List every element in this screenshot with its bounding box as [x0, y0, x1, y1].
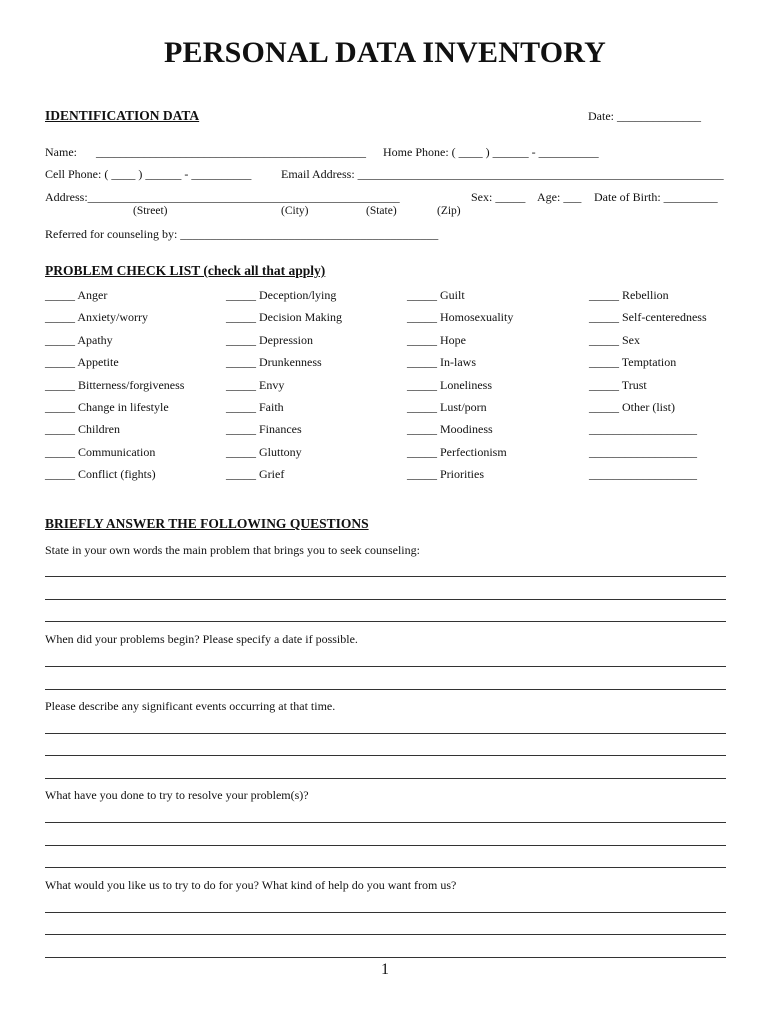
checklist-item[interactable]: _____ Conflict (fights) — [45, 467, 156, 482]
street-label: (Street) — [133, 205, 168, 217]
answer-line[interactable] — [45, 957, 726, 958]
questions-heading: BRIEFLY ANSWER THE FOLLOWING QUESTIONS — [45, 516, 369, 531]
checklist-item[interactable]: _____ Sex — [589, 332, 640, 347]
checklist-item[interactable]: _____ Bitterness/forgiveness — [45, 377, 185, 392]
dob-field[interactable]: Date of Birth: _________ — [594, 190, 718, 204]
checklist-item[interactable]: __________________ — [589, 444, 697, 459]
cell-phone-field[interactable]: Cell Phone: ( ____ ) ______ - __________ — [45, 167, 252, 181]
answer-line[interactable] — [45, 576, 726, 577]
sex-field[interactable]: Sex: _____ — [471, 190, 526, 204]
answer-line[interactable] — [45, 845, 726, 846]
identification-heading: IDENTIFICATION DATA — [45, 108, 200, 123]
checklist-item[interactable]: _____ Grief — [226, 467, 285, 482]
answer-line[interactable] — [45, 733, 726, 734]
checklist-item[interactable]: _____ Hope — [407, 332, 466, 347]
question-4: What have you done to try to resolve your problem(s)? — [45, 788, 309, 802]
name-field[interactable]: _____________________________________________ — [96, 145, 366, 159]
answer-line[interactable] — [45, 867, 726, 868]
checklist-item[interactable]: _____ Lust/porn — [407, 400, 487, 414]
referred-field[interactable]: Referred for counseling by: ___________________________________________ — [45, 227, 439, 241]
checklist-item[interactable]: _____ Perfectionism — [407, 444, 507, 459]
name-label: Name: — [45, 145, 77, 159]
checklist-item[interactable]: _____ In-laws — [407, 355, 476, 370]
checklist-item[interactable]: _____ Communication — [45, 444, 156, 459]
checklist-item[interactable]: _____ Depression — [226, 332, 313, 347]
question-1: State in your own words the main problem that brings you to seek counseling: — [45, 543, 420, 557]
checklist-item[interactable]: _____ Apathy — [45, 332, 113, 347]
age-field[interactable]: Age: ___ — [537, 190, 582, 204]
checklist-item[interactable]: _____ Envy — [226, 377, 285, 392]
question-2: When did your problems begin? Please specify a date if possible. — [45, 632, 358, 646]
checklist-item[interactable]: __________________ — [589, 422, 697, 437]
question-3: Please describe any significant events occurring at that time. — [45, 699, 336, 713]
checklist-item[interactable]: _____ Children — [45, 422, 120, 437]
date-field[interactable]: Date: ______________ — [588, 109, 701, 123]
address-field[interactable]: Address:____________________________________________________ — [45, 190, 400, 204]
checklist-item[interactable]: _____ Decision Making — [226, 310, 342, 325]
zip-label: (Zip) — [437, 205, 461, 217]
checklist-item[interactable]: _____ Trust — [589, 377, 647, 392]
answer-line[interactable] — [45, 689, 726, 690]
checklist-item[interactable]: __________________ — [589, 467, 697, 482]
city-label: (City) — [281, 205, 309, 217]
email-field[interactable]: Email Address: _____________________________________________________________ — [281, 167, 724, 181]
checklist-item[interactable]: _____ Anxiety/worry — [45, 310, 148, 325]
page-title: PERSONAL DATA INVENTORY — [164, 36, 606, 69]
checklist-item[interactable]: _____ Temptation — [589, 355, 677, 370]
checklist-item[interactable]: _____ Deception/lying — [226, 288, 337, 302]
checklist-item[interactable]: _____ Moodiness — [407, 422, 493, 437]
home-phone-field[interactable]: Home Phone: ( ____ ) ______ - __________ — [383, 145, 599, 159]
answer-line[interactable] — [45, 778, 726, 779]
checklist-item[interactable]: _____ Guilt — [407, 288, 465, 302]
checklist-item[interactable]: _____ Other (list) — [589, 400, 675, 414]
checklist-item[interactable]: _____ Change in lifestyle — [45, 400, 169, 414]
checklist-item[interactable]: _____ Priorities — [407, 467, 484, 482]
state-label: (State) — [366, 205, 397, 217]
answer-line[interactable] — [45, 599, 726, 600]
answer-line[interactable] — [45, 755, 726, 756]
page-number: 1 — [381, 961, 389, 978]
checklist-item[interactable]: _____ Finances — [226, 422, 302, 437]
checklist-item[interactable]: _____ Loneliness — [407, 377, 492, 392]
checklist-heading: PROBLEM CHECK LIST (check all that apply) — [45, 263, 326, 278]
checklist-item[interactable]: _____ Drunkenness — [226, 355, 322, 370]
answer-line[interactable] — [45, 934, 726, 935]
answer-line[interactable] — [45, 666, 726, 667]
checklist-item[interactable]: _____ Anger — [45, 288, 108, 302]
checklist-item[interactable]: _____ Rebellion — [589, 288, 669, 302]
checklist-item[interactable]: _____ Homosexuality — [407, 310, 514, 325]
checklist-item[interactable]: _____ Self-centeredness — [589, 310, 707, 325]
checklist-item[interactable]: _____ Faith — [226, 400, 284, 414]
checklist-item[interactable]: _____ Gluttony — [226, 444, 302, 459]
answer-line[interactable] — [45, 912, 726, 913]
answer-line[interactable] — [45, 621, 726, 622]
question-5: What would you like us to try to do for you? What kind of help do you want from us? — [45, 878, 457, 892]
answer-line[interactable] — [45, 822, 726, 823]
checklist-item[interactable]: _____ Appetite — [45, 355, 119, 370]
